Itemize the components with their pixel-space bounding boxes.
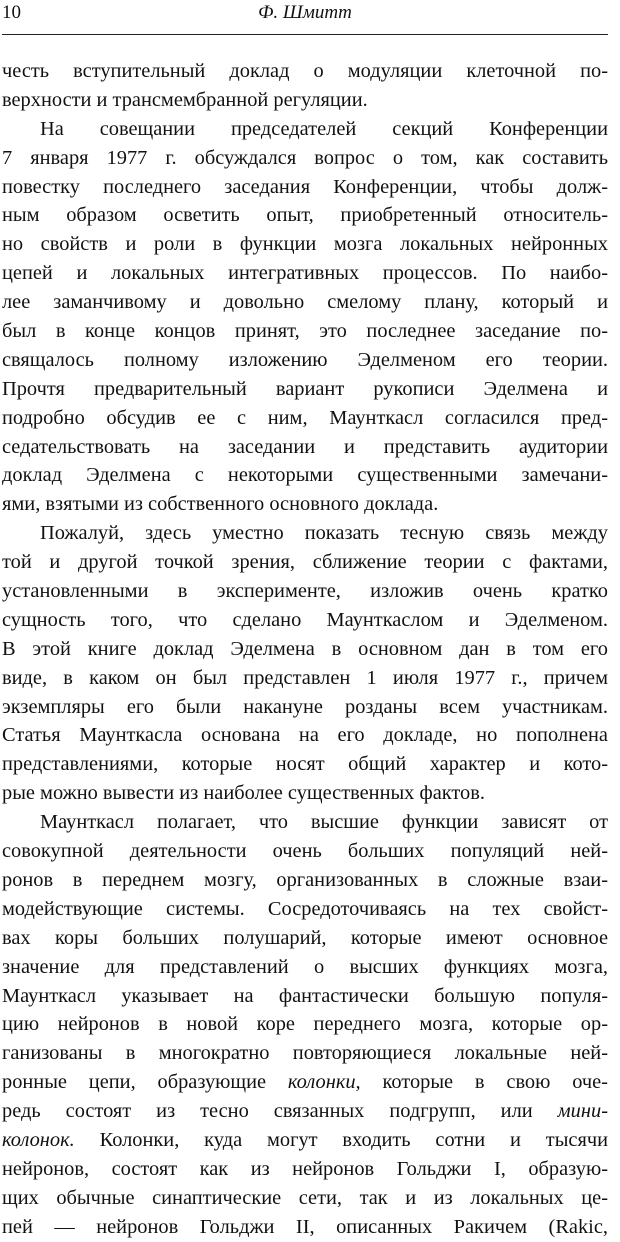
text-segment: ронные цепи, образующие — [2, 1071, 267, 1094]
italic-term: мини- — [557, 1100, 608, 1123]
text-line: свящалось полному изложению Эделменом его теории. — [2, 348, 608, 371]
text-line: той и другой точкой зрения, сближение теории с фактами, — [2, 551, 608, 574]
text-line: ным образом осветить опыт, приобретенный относитель- — [2, 204, 608, 227]
body-text — [2, 57, 608, 1242]
text-line: верхности и трансмембранной регуляции. — [2, 88, 368, 111]
text-line: был в конце концов принят, это последнее заседание по- — [2, 320, 608, 343]
text-line: установленными в эксперименте, изложив очень кратко — [2, 580, 608, 603]
text-line: ями, взятыми из собственного основного доклада. — [2, 493, 439, 516]
text-line — [2, 1097, 608, 1126]
text-line: вах коры больших полушарий, которые имеют основное — [2, 926, 608, 949]
running-head: Ф. Шмитт — [258, 2, 352, 23]
text-line: ронов в переднем мозгу, организованных в сложные взаи- — [2, 868, 608, 891]
text-line: На совещании председателей секций Конференции — [40, 117, 608, 140]
text-line: В этой книге доклад Эделмена в основном дан в том его — [2, 637, 608, 660]
text-line: виде, в каком он был представлен 1 июля 1977 г., причем — [2, 666, 608, 689]
text-line: но свойств и роли в функции мозга локальных нейронных — [2, 233, 608, 256]
text-line: представлениями, которые носят общий характер и кото- — [2, 753, 608, 776]
text-line: экземпляры его были накануне розданы всем участникам. — [2, 695, 608, 718]
text-line: рые можно вывести из наиболее существенных фактов. — [2, 782, 485, 805]
italic-term: колонок. — [2, 1128, 75, 1151]
text-line: Маунткасл указывает на фантастически большую популя- — [2, 984, 608, 1007]
text-line: модействующие системы. Сосредоточиваясь на тех свойст- — [2, 897, 608, 920]
text-segment: редь состоят из тесно связанных подгрупп, или — [2, 1100, 533, 1123]
text-line: Маунткасл полагает, что высшие функции зависят от — [40, 811, 608, 834]
text-line — [2, 1068, 608, 1097]
text-line: пей — нейронов Гольджи II, описанных Ракичем (Rakic, — [2, 1215, 608, 1238]
text-line: значение для представлений о высших функциях мозга, — [2, 955, 608, 978]
text-line: ганизованы в многократно повторяющиеся локальные ней- — [2, 1042, 608, 1065]
text-line: нейронов, состоят как из нейронов Гольджи I, образую- — [2, 1157, 608, 1180]
text-line: сущность того, что сделано Маунткаслом и Эделменом. — [2, 608, 608, 631]
text-line: цию нейронов в новой коре переднего мозга, которые ор- — [2, 1013, 608, 1036]
text-line — [2, 1126, 608, 1155]
italic-term: колонки, — [287, 1071, 361, 1094]
text-line: совокупной деятельности очень больших популяций ней- — [2, 840, 608, 863]
text-line: 7 января 1977 г. обсуждался вопрос о том, как составить — [2, 146, 608, 169]
text-line: повестку последнего заседания Конференции, чтобы долж- — [2, 175, 608, 198]
text-line: Статья Маунткасла основана на его докладе, но пополнена — [2, 724, 608, 747]
text-segment: Колонки, куда могут входить сотни и тысячи — [99, 1128, 608, 1151]
text-line: Прочтя предварительный вариант рукописи Эделмена и — [2, 377, 608, 400]
text-segment: которые в свою оче- — [382, 1071, 608, 1094]
text-line: щих обычные синаптические сети, так и из локальных це- — [2, 1186, 608, 1209]
text-line: седательствовать на заседании и представить аудитории — [2, 435, 608, 458]
text-line: подробно обсудив ее с ним, Маунткасл согласился пред- — [2, 406, 608, 429]
text-line: Пожалуй, здесь уместно показать тесную связь между — [40, 522, 608, 545]
text-line: цепей и локальных интегративных процессов. По наибо- — [2, 262, 608, 285]
text-line: честь вступительный доклад о модуляции клеточной по- — [2, 60, 608, 82]
page-number: 10 — [2, 2, 21, 23]
page-header — [2, 0, 608, 35]
text-line: лее заманчивому и довольно смелому плану, который и — [2, 291, 608, 314]
text-line: доклад Эделмена с некоторыми существенными замечани- — [2, 464, 608, 487]
